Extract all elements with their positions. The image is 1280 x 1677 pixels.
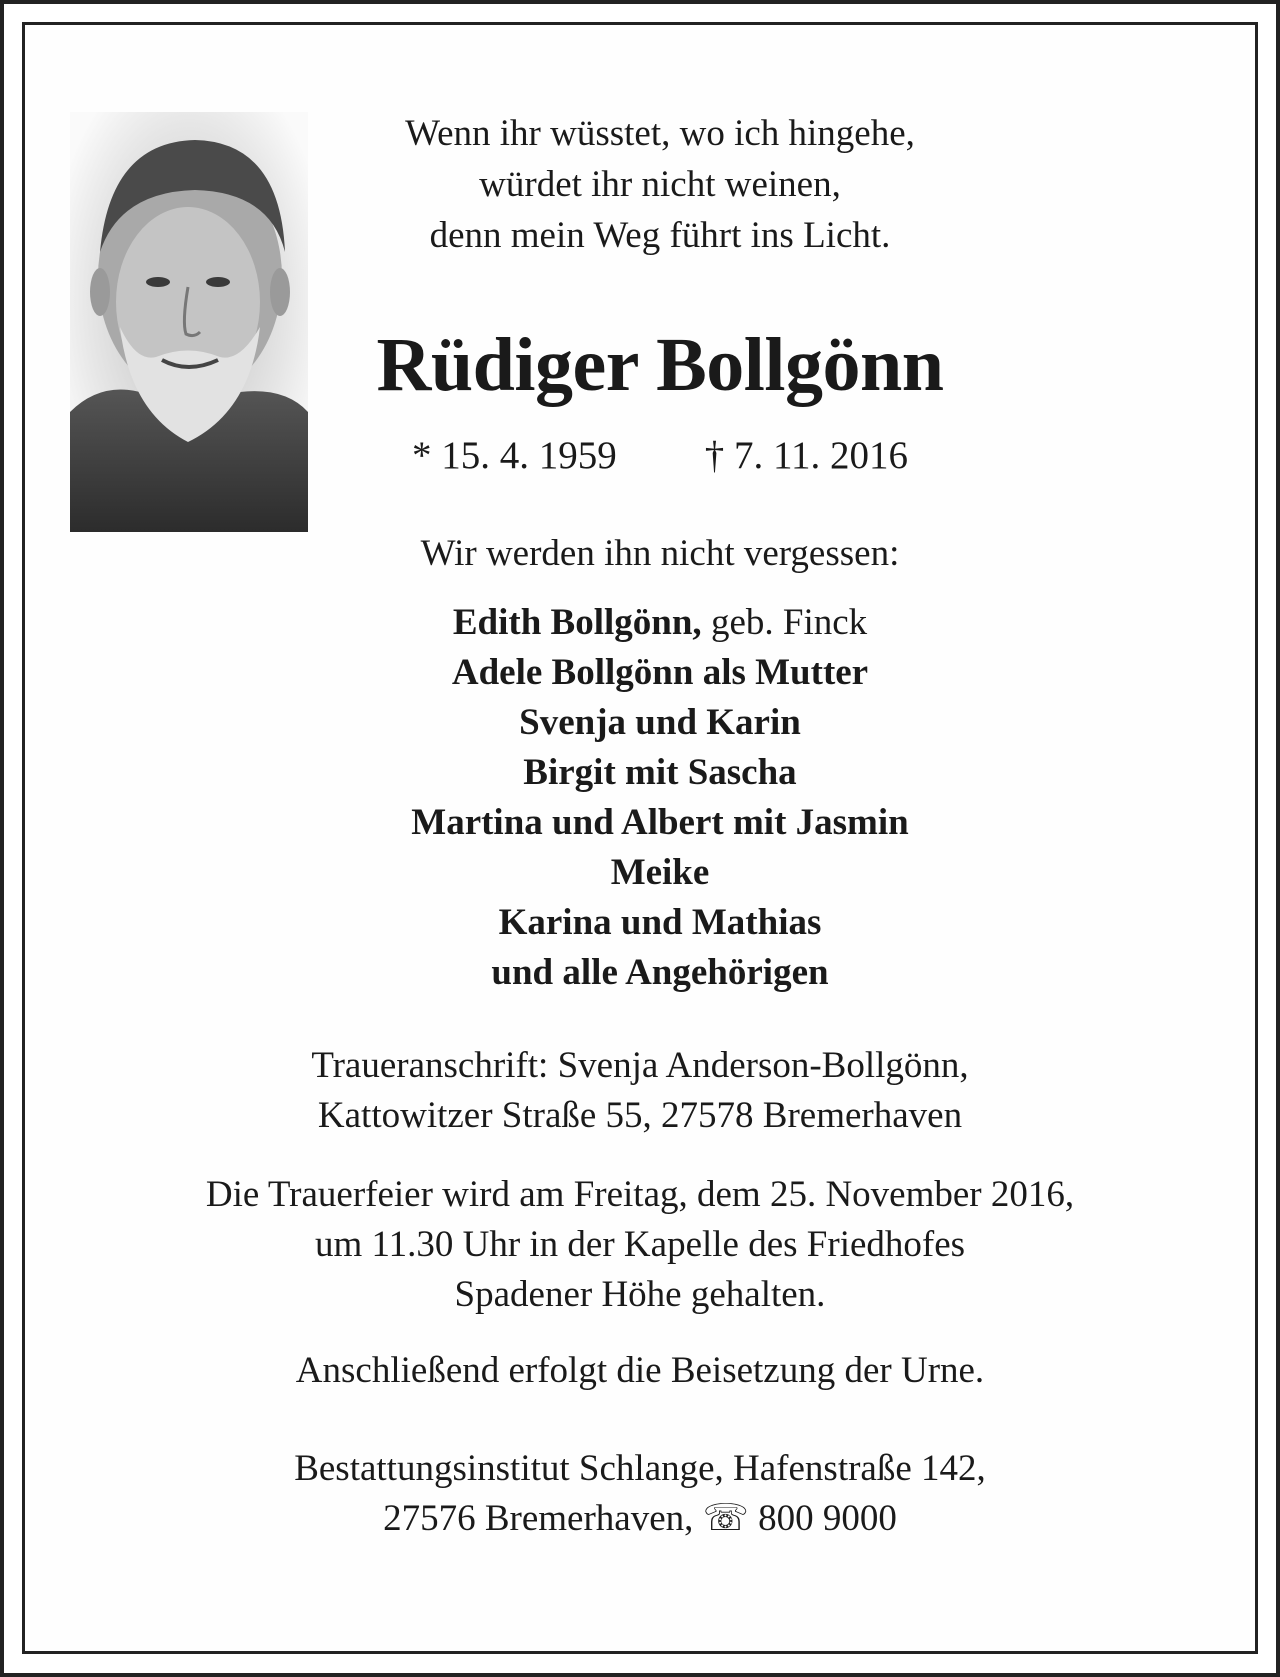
life-dates bbox=[330, 430, 990, 482]
ceremony-line: Die Trauerfeier wird am Freitag, dem 25. November 2016, bbox=[205, 1174, 1075, 1215]
undertaker-line bbox=[60, 1494, 1220, 1544]
mourner-row: Birgit mit Sascha bbox=[523, 752, 797, 793]
deceased-name: Rüdiger Bollgönn bbox=[376, 323, 944, 407]
mourner-row: und alle Angehörigen bbox=[491, 952, 829, 993]
verse-line: Wenn ihr wüsstet, wo ich hingehe, bbox=[405, 113, 915, 154]
mourner-row bbox=[300, 598, 1020, 648]
undertaker-line: Bestattungsinstitut Schlange, Hafenstraße 142, bbox=[294, 1448, 986, 1489]
mourner-name: Edith Bollgönn, bbox=[452, 602, 702, 643]
birth-date: * 15. 4. 1959 bbox=[411, 434, 617, 477]
mourning-address bbox=[60, 1041, 1220, 1141]
portrait-photo bbox=[70, 112, 308, 532]
mourner-maiden-name: geb. Finck bbox=[710, 602, 868, 643]
ceremony-line: um 11.30 Uhr in der Kapelle des Friedhofes bbox=[314, 1224, 966, 1265]
verse bbox=[330, 108, 990, 261]
urn-burial-note bbox=[60, 1346, 1220, 1396]
mourners-list bbox=[300, 598, 1020, 998]
telephone-icon: ☏ bbox=[702, 1498, 749, 1539]
ceremony-line: Spadener Höhe gehalten. bbox=[454, 1274, 826, 1315]
mourners-intro: Wir werden ihn nicht vergessen: bbox=[420, 533, 900, 574]
verse-line: denn mein Weg führt ins Licht. bbox=[429, 215, 891, 256]
undertaker-city: 27576 Bremerhaven, bbox=[383, 1498, 694, 1539]
undertaker-phone: 800 9000 bbox=[758, 1498, 897, 1539]
ceremony-info bbox=[60, 1170, 1220, 1320]
mourner-row: Martina und Albert mit Jasmin bbox=[411, 802, 909, 843]
address-line: Kattowitzer Straße 55, 27578 Bremerhaven bbox=[317, 1095, 963, 1136]
address-line: Traueranschrift: Svenja Anderson-Bollgönn, bbox=[311, 1045, 969, 1086]
urn-line: Anschließend erfolgt die Beisetzung der Urne. bbox=[295, 1350, 985, 1391]
verse-line: würdet ihr nicht weinen, bbox=[479, 164, 841, 205]
death-date: † 7. 11. 2016 bbox=[704, 434, 909, 477]
mourner-row: Adele Bollgönn als Mutter bbox=[451, 652, 869, 693]
undertaker-info bbox=[60, 1444, 1220, 1544]
mourner-row: Karina und Mathias bbox=[498, 902, 822, 943]
mourner-row: Svenja und Karin bbox=[519, 702, 801, 743]
mourner-row: Meike bbox=[610, 852, 710, 893]
